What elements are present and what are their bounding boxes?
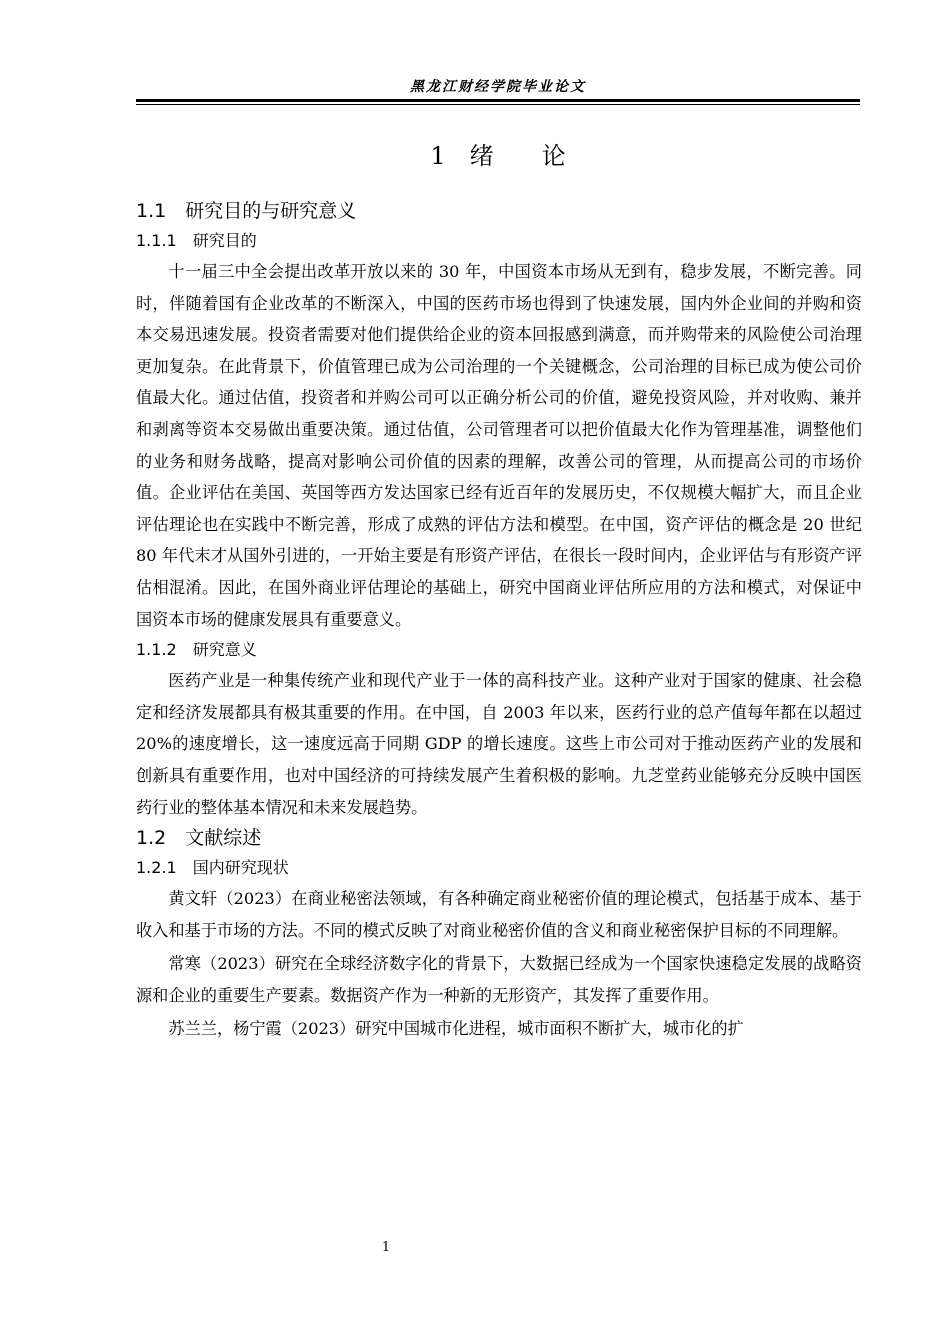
page-number: 1 (381, 1240, 391, 1255)
paragraph-research-significance: 医药产业是一种集传统产业和现代产业于一体的高科技产业。这种产业对于国家的健康、社会稳定和经济发展都具有极其重要的作用。在中国，自 2003 年以来，医药行业的总产值每年都在以超过 20%的速度增长，这一速度远高于同期 GDP 的增长速度。这些上市公司对于推动医药产业的发展和创新具有重要作用，也对中国经济的可持续发展产生着积极的影响。九芝堂药业能够充分反映中国医药行业的整体基本情况和未来发展趋势。 (136, 671, 862, 817)
subsection-heading-1-2-1: 1.2.1 国内研究现状 (136, 858, 289, 878)
running-header: 黑龙江财经学院毕业论文 (410, 79, 586, 95)
body-content (136, 196, 862, 1045)
paragraph-literature-su: 苏兰兰，杨宁霞（2023）研究中国城市化进程，城市面积不断扩大，城市化的扩 (168, 1019, 744, 1039)
paragraph-research-purpose: 十一届三中全会提出改革开放以来的 30 年，中国资本市场从无到有，稳步发展，不断完善。同时，伴随着国有企业改革的不断深入，中国的医药市场也得到了快速发展，国内外企业间的并购和资本交易迅速发展。投资者需要对他们提供给企业的资本回报感到满意，而并购带来的风险使公司治理更加复杂。在此背景下，价值管理已成为公司治理的一个关键概念，公司治理的目标已成为使公司价值最大化。通过估值，投资者和并购公司可以正确分析公司的价值，避免投资风险，并对收购、兼并和剥离等资本交易做出重要决策。通过估值，公司管理者可以把价值最大化作为管理基准，调整他们的业务和财务战略，提高对影响公司价值的因素的理解，改善公司的管理，从而提高公司的市场价值。企业评估在美国、英国等西方发达国家已经有近百年的发展历史，不仅规模大幅扩大，而且企业评估理论也在实践中不断完善，形成了成熟的评估方法和模型。在中国，资产评估的概念是 20 世纪 80 年代末才从国外引进的，一开始主要是有形资产评估，在很长一段时间内，企业评估与有形资产评估相混淆。因此，在国外商业评估理论的基础上，研究中国商业评估所应用的方法和模式，对保证中国资本市场的健康发展具有重要意义。 (136, 262, 862, 629)
paragraph-literature-chang: 常寒（2023）研究在全球经济数字化的背景下，大数据已经成为一个国家快速稳定发展的战略资源和企业的重要生产要素。数据资产作为一种新的无形资产，其发挥了重要作用。 (136, 954, 862, 1005)
chapter-title: 1 绪 论 (430, 142, 566, 170)
subsection-heading-1-1-2: 1.1.2 研究意义 (136, 640, 257, 660)
subsection-heading-1-1-1: 1.1.1 研究目的 (136, 231, 257, 250)
section-heading-1-2: 1.2 文献综述 (136, 827, 262, 850)
paragraph-literature-huang: 黄文轩（2023）在商业秘密法领域，有各种确定商业秘密价值的理论模式，包括基于成本、基于收入和基于市场的方法。不同的模式反映了对商业秘密价值的含义和商业秘密保护目标的不同理解。 (136, 889, 862, 940)
header-rule-thick (136, 99, 860, 102)
header-rule-thin (136, 104, 860, 105)
section-heading-1-1: 1.1 研究目的与研究意义 (136, 200, 357, 222)
